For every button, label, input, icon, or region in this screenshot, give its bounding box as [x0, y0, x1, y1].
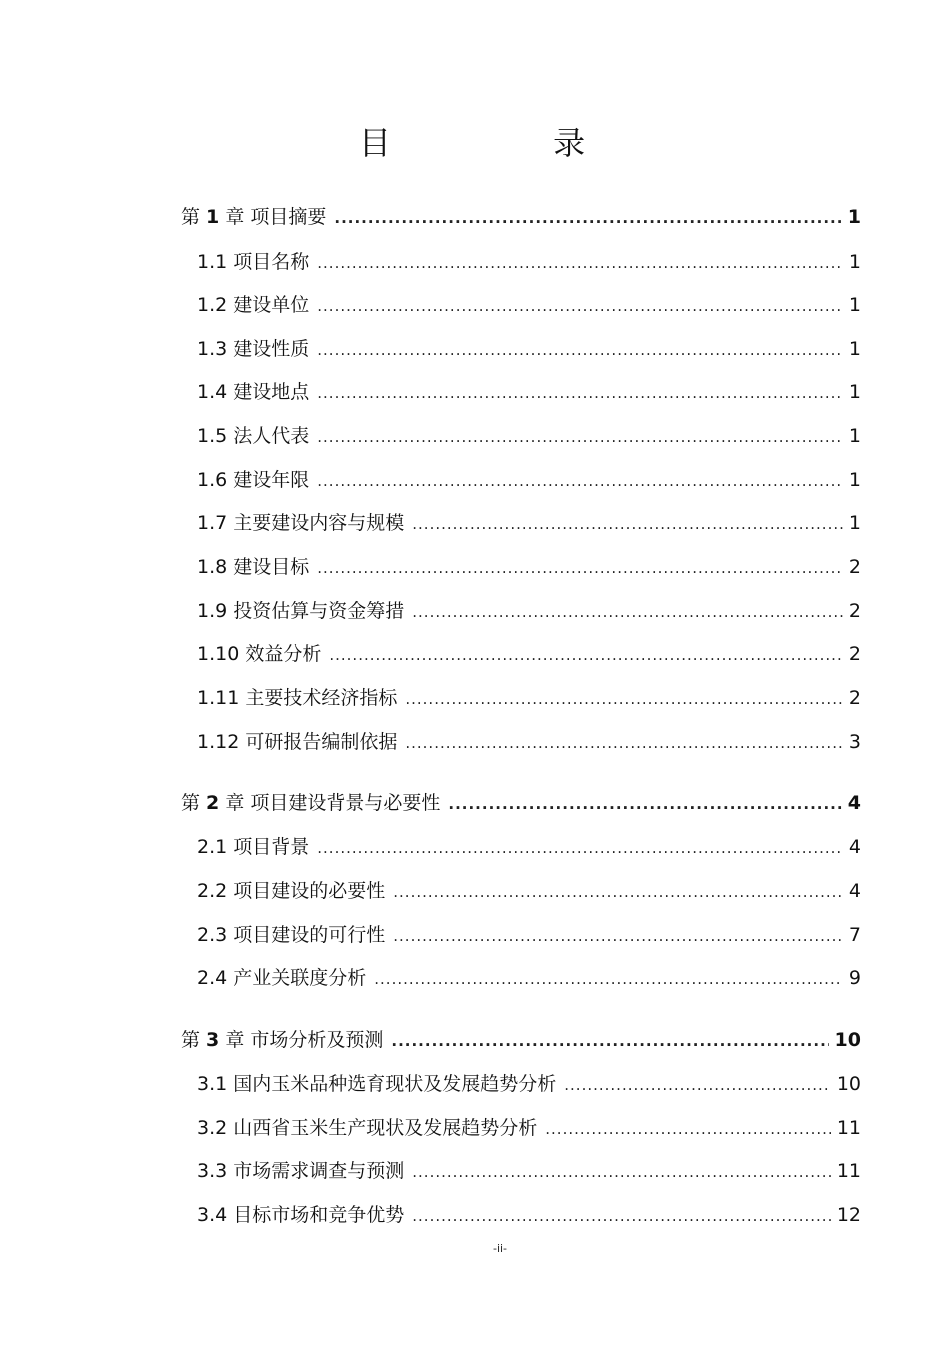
toc-page-number: 1	[848, 251, 861, 273]
toc-page-number: 1	[848, 512, 861, 534]
toc-section-entry[interactable]	[197, 465, 861, 495]
toc-page-number: 4	[848, 880, 861, 902]
toc-entry-label	[181, 1025, 383, 1055]
toc-chapter-entry[interactable]	[181, 1025, 861, 1055]
toc-entry-label: 2.2 项目建设的必要性	[197, 880, 386, 902]
toc-entry-label: 3.2 山西省玉米生产现状及发展趋势分析	[197, 1117, 538, 1139]
dot-leader	[393, 921, 843, 951]
dot-leader	[412, 597, 843, 627]
toc-section-entry[interactable]	[197, 920, 861, 950]
toc-page-number: 1	[848, 469, 861, 491]
toc-section-entry[interactable]	[197, 1113, 861, 1143]
dot-leader	[317, 335, 843, 365]
toc-page-number: 1	[848, 425, 861, 447]
toc-entry-label: 1.8 建设目标	[197, 556, 310, 578]
toc-entry-label: 1.1 项目名称	[197, 251, 310, 273]
dot-leader	[391, 1026, 828, 1056]
toc-entry-label: 1.3 建设性质	[197, 338, 310, 360]
toc-entry-label: 1.11 主要技术经济指标	[197, 687, 398, 709]
chapter-prefix: 第	[181, 206, 207, 228]
toc-entry-label: 1.2 建设单位	[197, 294, 310, 316]
toc-section-entry[interactable]	[197, 1200, 861, 1230]
toc-section-entry[interactable]	[197, 683, 861, 713]
toc-entry-label: 3.1 国内玉米品种选育现状及发展趋势分析	[197, 1073, 557, 1095]
dot-leader	[317, 422, 843, 452]
toc-section-entry[interactable]	[197, 552, 861, 582]
toc-entry-label: 1.9 投资估算与资金筹措	[197, 600, 405, 622]
chapter-title: 章 项目建设背景与必要性	[219, 792, 441, 814]
toc-entry-label: 1.6 建设年限	[197, 469, 310, 491]
toc-entry-label: 2.1 项目背景	[197, 836, 310, 858]
dot-leader	[448, 789, 841, 819]
toc-section-entry[interactable]	[197, 596, 861, 626]
dot-leader	[317, 248, 843, 278]
toc-section-entry[interactable]	[197, 1069, 861, 1099]
toc-entry-label: 1.10 效益分析	[197, 643, 322, 665]
toc-entry-label	[181, 202, 326, 232]
toc-entry-label: 1.5 法人代表	[197, 425, 310, 447]
toc-page-number: 2	[848, 556, 861, 578]
toc-page-number: 7	[848, 924, 861, 946]
dot-leader	[393, 877, 843, 907]
toc-page-number: 10	[834, 1029, 861, 1051]
toc-section-entry[interactable]	[197, 1156, 861, 1186]
toc-page-number: 2	[848, 643, 861, 665]
toc-chapter-entry[interactable]	[181, 788, 861, 818]
toc-entry-label: 2.4 产业关联度分析	[197, 967, 367, 989]
toc-page-number: 11	[836, 1160, 861, 1182]
dot-leader	[412, 509, 843, 539]
chapter-number: 2	[206, 792, 220, 814]
dot-leader	[329, 640, 843, 670]
toc-section-entry[interactable]	[197, 334, 861, 364]
toc-section-entry[interactable]	[197, 727, 861, 757]
toc-chapter-entry[interactable]	[181, 202, 861, 232]
toc-page-number: 1	[848, 294, 861, 316]
toc-section-entry[interactable]	[197, 876, 861, 906]
chapter-number: 3	[206, 1029, 220, 1051]
dot-leader	[412, 1201, 831, 1231]
toc-page-number: 12	[836, 1204, 861, 1226]
dot-leader	[374, 964, 843, 994]
chapter-prefix: 第	[181, 1029, 207, 1051]
toc-page-number: 4	[847, 792, 861, 814]
dot-leader	[412, 1157, 831, 1187]
dot-leader	[317, 378, 843, 408]
toc-page-number: 1	[847, 206, 861, 228]
dot-leader	[564, 1070, 831, 1100]
toc-section-entry[interactable]	[197, 832, 861, 862]
toc-section-entry[interactable]	[197, 421, 861, 451]
dot-leader	[317, 291, 843, 321]
toc-section-entry[interactable]	[197, 639, 861, 669]
toc-section-entry[interactable]	[197, 290, 861, 320]
toc-page-number: 10	[836, 1073, 861, 1095]
toc-page-number: 4	[848, 836, 861, 858]
dot-leader	[317, 833, 843, 863]
dot-leader	[334, 203, 841, 233]
toc-page-number: 1	[848, 338, 861, 360]
toc-entry-label: 2.3 项目建设的可行性	[197, 924, 386, 946]
page-number-footer: -ii-	[492, 1242, 508, 1255]
toc-entry-label: 1.4 建设地点	[197, 381, 310, 403]
dot-leader	[405, 684, 843, 714]
chapter-prefix: 第	[181, 792, 207, 814]
toc-page-number: 2	[848, 687, 861, 709]
toc-entry-label: 3.3 市场需求调查与预测	[197, 1160, 405, 1182]
chapter-title: 章 市场分析及预测	[219, 1029, 384, 1051]
toc-section-entry[interactable]	[197, 377, 861, 407]
toc-entry-label: 1.12 可研报告编制依据	[197, 731, 398, 753]
chapter-title: 章 项目摘要	[219, 206, 327, 228]
toc-entry-label: 3.4 目标市场和竞争优势	[197, 1204, 405, 1226]
dot-leader	[545, 1114, 831, 1144]
toc-entry-label	[181, 788, 440, 818]
chapter-number: 1	[206, 206, 220, 228]
toc-section-entry[interactable]	[197, 963, 861, 993]
toc-page-number: 2	[848, 600, 861, 622]
page-title: 目 录	[358, 124, 662, 162]
dot-leader	[317, 553, 843, 583]
toc-entry-label: 1.7 主要建设内容与规模	[197, 512, 405, 534]
toc-section-entry[interactable]	[197, 508, 861, 538]
dot-leader	[405, 728, 843, 758]
toc-page-number: 3	[848, 731, 861, 753]
dot-leader	[317, 466, 843, 496]
toc-page-number: 1	[848, 381, 861, 403]
toc-page-number: 9	[848, 967, 861, 989]
toc-page-number: 11	[836, 1117, 861, 1139]
toc-section-entry[interactable]	[197, 247, 861, 277]
